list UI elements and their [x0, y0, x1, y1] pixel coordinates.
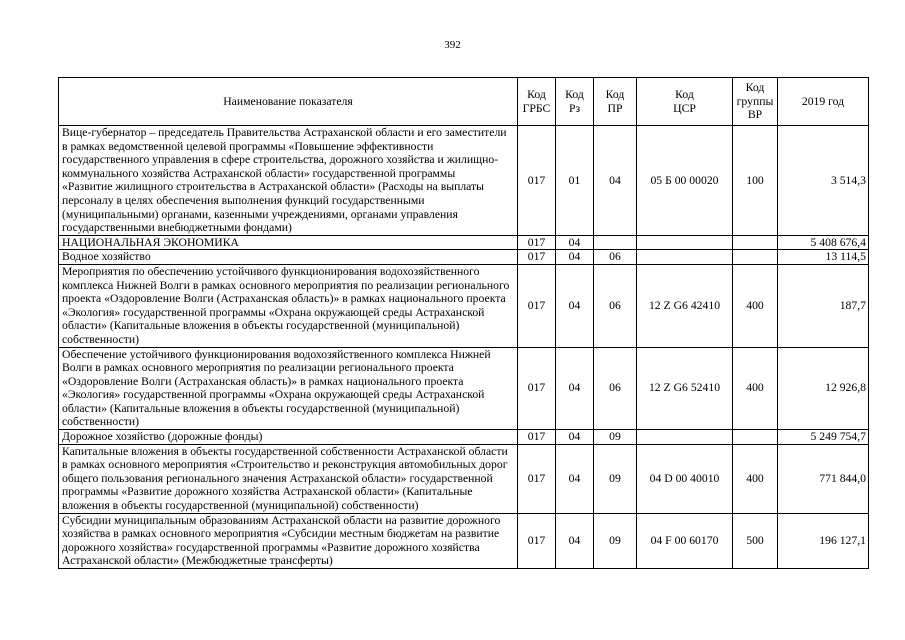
row-name-line: в рамках ведомственной целевой программы «Повышение эффективности — [62, 139, 434, 153]
row-name-line: проекта «Оздоровление Волги (Астраханская область)» в рамках национального проекта — [62, 292, 506, 306]
row-name-line: Водное хозяйство — [62, 250, 151, 264]
row-csr-cell — [637, 235, 733, 250]
row-pr-cell: 04 — [594, 126, 637, 236]
row-name-line: области» (Капитальные вложения в объекты государственной (муниципальной) — [62, 401, 460, 415]
row-grbs-cell: 017 — [518, 513, 556, 568]
row-name-cell — [59, 444, 518, 513]
row-name-line: государственными внебюджетными фондами) — [62, 221, 292, 235]
header-csr-line: ЦСР — [673, 101, 696, 115]
row-amount-cell: 187,7 — [778, 264, 869, 347]
header-vr-line: Код — [745, 81, 765, 95]
row-name-line: общего пользования регионального значения Астраханской области» государственной — [62, 471, 493, 485]
row-grbs-cell: 017 — [518, 126, 556, 236]
row-vr-cell: 400 — [733, 264, 778, 347]
header-pr-line: ПР — [607, 101, 623, 115]
row-name-line: НАЦИОНАЛЬНАЯ ЭКОНОМИКА — [62, 235, 239, 249]
row-name-line: «Развитие жилищного строительства в Астраханской области» (Расходы на выплаты — [62, 180, 485, 194]
row-name-line: дорожного хозяйства» государственной программы «Развитие дорожного хозяйства — [62, 540, 480, 554]
row-name-line: комплекса Нижней Волги в рамках основного мероприятия по реализации регионального — [62, 278, 510, 292]
row-name-line: Вице-губернатор – председатель Правительства Астраханской области и его заместители — [62, 126, 507, 139]
row-name-line: «Оздоровление Волги (Астраханская область)» в рамках национального проекта — [62, 374, 464, 388]
row-amount-cell: 771 844,0 — [778, 444, 869, 513]
row-name-line: Субсидии муниципальным образованиям Астраханской области на развитие дорожного — [62, 513, 501, 527]
row-rz-cell: 04 — [556, 444, 594, 513]
row-amount-cell: 5 249 754,7 — [778, 430, 869, 445]
row-grbs-cell: 017 — [518, 235, 556, 250]
row-csr-cell: 12 Z G6 42410 — [637, 264, 733, 347]
row-name-line: собственности) — [62, 415, 139, 429]
row-name-line: Капитальные вложения в объекты государственной собственности Астраханской области — [62, 444, 508, 458]
table-row — [59, 430, 869, 445]
table-body — [59, 126, 869, 569]
row-pr-cell: 06 — [594, 264, 637, 347]
row-pr-cell: 09 — [594, 430, 637, 445]
row-grbs-cell: 017 — [518, 347, 556, 430]
table-row — [59, 264, 869, 347]
row-vr-cell: 100 — [733, 126, 778, 236]
row-name-line: Астраханской области» (Межбюджетные трансферты) — [62, 554, 333, 568]
row-amount-cell: 196 127,1 — [778, 513, 869, 568]
table-row — [59, 513, 869, 568]
table-row — [59, 126, 869, 236]
page-number: 392 — [444, 39, 461, 51]
header-csr-cell — [637, 78, 733, 126]
header-row — [59, 78, 869, 126]
row-vr-cell: 400 — [733, 347, 778, 430]
row-name-cell — [59, 235, 518, 250]
row-csr-cell: 12 Z G6 52410 — [637, 347, 733, 430]
row-name-line: государственного управления в сфере строительства, дорожного хозяйства и жилищно- — [62, 153, 499, 167]
row-rz-cell: 04 — [556, 430, 594, 445]
table-row — [59, 444, 869, 513]
row-name-cell — [59, 264, 518, 347]
row-name-line: собственности) — [62, 332, 139, 346]
row-name-cell — [59, 126, 518, 236]
row-csr-cell: 05 Б 00 00020 — [637, 126, 733, 236]
row-rz-cell: 04 — [556, 264, 594, 347]
header-name-cell — [59, 78, 518, 126]
row-amount-cell: 5 408 676,4 — [778, 235, 869, 250]
header-pr-cell — [594, 78, 637, 126]
row-name-line: Дорожное хозяйство (дорожные фонды) — [62, 430, 263, 444]
budget-table — [58, 77, 869, 569]
row-name-line: Мероприятия по обеспечению устойчивого функционирования водохозяйственного — [62, 264, 480, 278]
row-name-line: вложения в объекты государственной (муниципальной) собственности) — [62, 499, 419, 513]
row-name-line: области» (Капитальные вложения в объекты государственной (муниципальной) — [62, 319, 460, 333]
header-rz-line: Код — [565, 87, 584, 101]
row-name-cell — [59, 347, 518, 430]
row-rz-cell: 04 — [556, 235, 594, 250]
table-row — [59, 235, 869, 250]
row-grbs-cell: 017 — [518, 430, 556, 445]
header-csr-line: Код — [675, 87, 694, 101]
row-csr-cell: 04 D 00 40010 — [637, 444, 733, 513]
row-vr-cell: 400 — [733, 444, 778, 513]
row-rz-cell: 01 — [556, 126, 594, 236]
row-name-line: в рамках основного мероприятия «Строительство и реконструкция автомобильных дорог — [62, 458, 508, 472]
row-pr-cell: 06 — [594, 347, 637, 430]
row-name-line: коммунального хозяйства Астраханской области» государственной программы — [62, 166, 456, 180]
row-name-line: (муниципальными) органами, казенными учреждениями, органами управления — [62, 207, 458, 221]
row-csr-cell: 04 F 00 60170 — [637, 513, 733, 568]
row-name-line: персоналу в целях обеспечения выполнения функций государственными — [62, 193, 425, 207]
row-vr-cell — [733, 430, 778, 445]
row-name-line: программы «Развитие дорожного хозяйства Астраханской области» (Капитальные — [62, 485, 473, 499]
row-pr-cell — [594, 235, 637, 250]
header-vr-line: группы — [736, 94, 774, 108]
row-name-line: «Экология» государственной программы «Охрана окружающей среды Астраханской — [62, 305, 485, 319]
header-name-label: Наименование показателя — [223, 94, 353, 108]
row-rz-cell: 04 — [556, 513, 594, 568]
row-name-cell — [59, 250, 518, 265]
row-csr-cell — [637, 250, 733, 265]
row-vr-cell — [733, 235, 778, 250]
header-pr-line: Код — [605, 87, 625, 101]
row-pr-cell: 09 — [594, 513, 637, 568]
header-grbs-line: ГРБС — [522, 101, 551, 115]
header-rz-cell — [556, 78, 594, 126]
row-name-line: «Экология» государственной программы «Охрана окружающей среды Астраханской — [62, 388, 485, 402]
header-vr-line: ВР — [747, 108, 763, 122]
row-grbs-cell: 017 — [518, 264, 556, 347]
row-pr-cell: 06 — [594, 250, 637, 265]
row-name-cell — [59, 430, 518, 445]
row-pr-cell: 09 — [594, 444, 637, 513]
row-name-cell — [59, 513, 518, 568]
row-amount-cell: 3 514,3 — [778, 126, 869, 236]
header-vr-cell — [733, 78, 778, 126]
table-row — [59, 250, 869, 265]
row-grbs-cell: 017 — [518, 250, 556, 265]
header-grbs-line: Код — [527, 87, 546, 101]
row-name-line: Волги в рамках основного мероприятия по реализации регионального проекта — [62, 361, 454, 375]
row-amount-cell: 13 114,5 — [778, 250, 869, 265]
row-name-line: хозяйства в рамках основного мероприятия «Субсидии местным бюджетам на развитие — [62, 527, 500, 541]
row-rz-cell: 04 — [556, 347, 594, 430]
row-csr-cell — [637, 430, 733, 445]
row-rz-cell: 04 — [556, 250, 594, 265]
row-amount-cell: 12 926,8 — [778, 347, 869, 430]
row-grbs-cell: 017 — [518, 444, 556, 513]
header-grbs-cell — [518, 78, 556, 126]
header-rz-line: Рз — [568, 101, 581, 115]
row-name-line: Обеспечение устойчивого функционирования водохозяйственного комплекса Нижней — [62, 347, 491, 361]
header-year-label: 2019 год — [801, 94, 845, 108]
table-row — [59, 347, 869, 430]
header-year-cell — [778, 78, 869, 126]
row-vr-cell: 500 — [733, 513, 778, 568]
row-vr-cell — [733, 250, 778, 265]
